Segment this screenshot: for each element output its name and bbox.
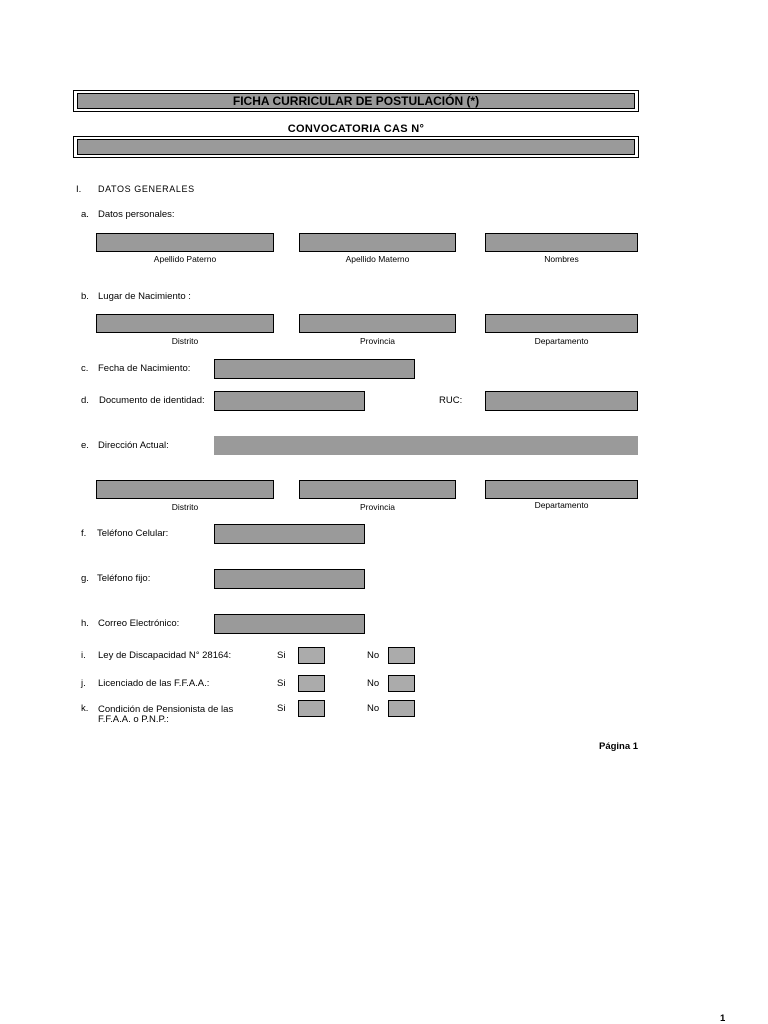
discapacidad-no-label: No: [367, 650, 380, 661]
nacimiento-distrito-input[interactable]: [96, 314, 274, 333]
direccion-departamento-caption: Departamento: [534, 500, 589, 510]
pensionista-no-checkbox[interactable]: [388, 700, 415, 717]
section-title: DATOS GENERALES: [98, 184, 195, 194]
pensionista-si-checkbox[interactable]: [298, 700, 325, 717]
nombres-caption: Nombres: [544, 254, 579, 264]
item-j-letter: j.: [81, 678, 86, 689]
pensionista-no-label: No: [367, 703, 380, 714]
item-e-label: Dirección Actual:: [98, 440, 169, 451]
item-c-letter: c.: [81, 363, 89, 374]
convocatoria-number-fill: [77, 139, 635, 155]
item-g-letter: g.: [81, 573, 89, 584]
item-b-letter: b.: [81, 291, 89, 302]
apellido-materno-caption: Apellido Materno: [345, 254, 410, 264]
item-k-label-line1: Condición de Pensionista de las: [98, 704, 234, 715]
apellido-materno-input[interactable]: [299, 233, 456, 252]
direccion-distrito-caption: Distrito: [171, 502, 199, 512]
item-h-letter: h.: [81, 618, 89, 629]
form-title: FICHA CURRICULAR DE POSTULACIÓN (*): [77, 93, 635, 109]
licenciado-si-label: Si: [277, 678, 286, 689]
nacimiento-departamento-caption: Departamento: [534, 336, 589, 346]
item-i-label: Ley de Discapacidad N° 28164:: [98, 650, 232, 661]
nombres-input[interactable]: [485, 233, 638, 252]
licenciado-si-checkbox[interactable]: [298, 675, 325, 692]
page-label: Página 1: [599, 741, 639, 752]
convocatoria-number-field[interactable]: [73, 136, 639, 158]
item-f-letter: f.: [81, 528, 87, 539]
nacimiento-provincia-caption: Provincia: [360, 336, 395, 346]
nacimiento-provincia-input[interactable]: [299, 314, 456, 333]
apellido-paterno-input[interactable]: [96, 233, 274, 252]
discapacidad-si-checkbox[interactable]: [298, 647, 325, 664]
item-f-label: Teléfono Celular:: [97, 528, 169, 539]
direccion-distrito-input[interactable]: [96, 480, 274, 499]
correo-electronico-input[interactable]: [214, 614, 365, 634]
direccion-actual-input[interactable]: [214, 436, 638, 455]
licenciado-no-checkbox[interactable]: [388, 675, 415, 692]
item-d-label: Documento de identidad:: [99, 395, 205, 406]
item-i-letter: i.: [81, 650, 86, 661]
nacimiento-departamento-input[interactable]: [485, 314, 638, 333]
item-b-label: Lugar de Nacimiento :: [98, 291, 191, 302]
item-a-label: Datos personales:: [98, 209, 175, 220]
item-d-letter: d.: [81, 395, 89, 406]
item-k-label-line2: F.F.A.A. o P.N.P.:: [98, 714, 169, 725]
telefono-fijo-input[interactable]: [214, 569, 365, 589]
direccion-departamento-input[interactable]: [485, 480, 638, 499]
discapacidad-no-checkbox[interactable]: [388, 647, 415, 664]
form-title-box: [73, 90, 639, 112]
page-number: 1: [720, 1013, 726, 1024]
item-j-label: Licenciado de las F.F.A.A.:: [98, 678, 210, 689]
telefono-celular-input[interactable]: [214, 524, 365, 544]
apellido-paterno-caption: Apellido Paterno: [153, 254, 217, 264]
item-a-letter: a.: [81, 209, 89, 220]
item-h-label: Correo Electrónico:: [98, 618, 180, 629]
pensionista-si-label: Si: [277, 703, 286, 714]
item-k-letter: k.: [81, 703, 89, 714]
documento-identidad-input[interactable]: [214, 391, 365, 411]
discapacidad-si-label: Si: [277, 650, 286, 661]
licenciado-no-label: No: [367, 678, 380, 689]
ruc-input[interactable]: [485, 391, 638, 411]
item-e-letter: e.: [81, 440, 89, 451]
direccion-provincia-caption: Provincia: [360, 502, 395, 512]
fecha-nacimiento-input[interactable]: [214, 359, 415, 379]
nacimiento-distrito-caption: Distrito: [171, 336, 199, 346]
ruc-label: RUC:: [439, 395, 463, 406]
item-c-label: Fecha de Nacimiento:: [98, 363, 191, 374]
direccion-provincia-input[interactable]: [299, 480, 456, 499]
item-g-label: Teléfono fijo:: [97, 573, 151, 584]
convocatoria-label: CONVOCATORIA CAS N°: [287, 123, 425, 135]
section-number: I.: [76, 184, 82, 195]
